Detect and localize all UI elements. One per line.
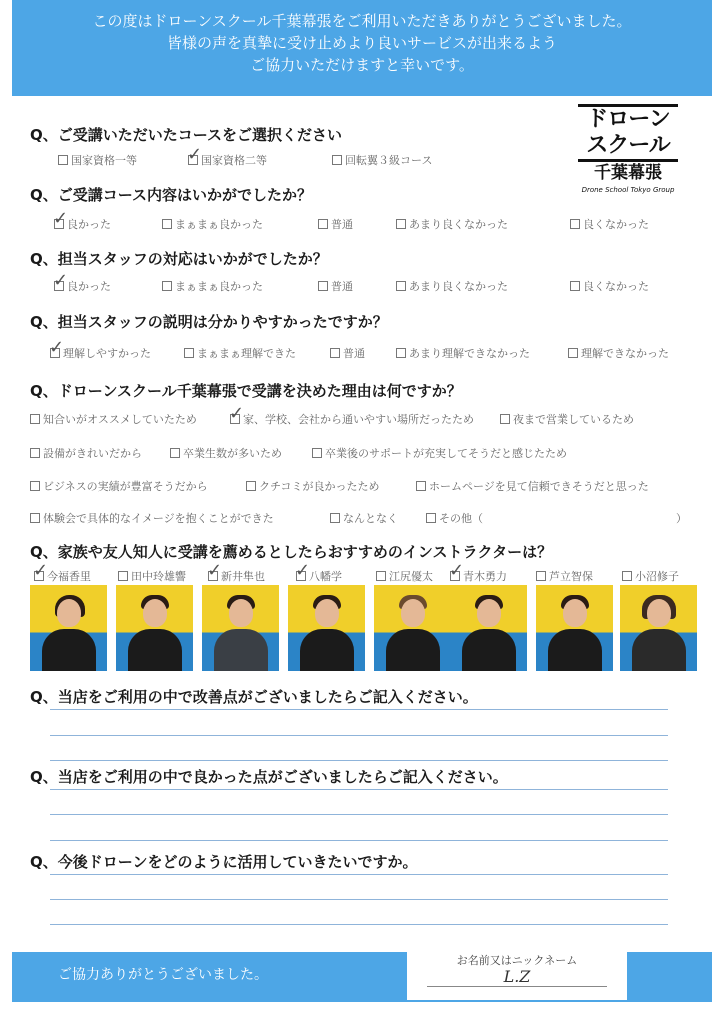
checkbox-icon[interactable] [118, 571, 128, 581]
option-instructor-2[interactable]: 田中玲雄響 [118, 568, 186, 584]
logo-line-3: 千葉幕張 [594, 163, 662, 183]
checkbox-icon[interactable] [246, 481, 256, 491]
option-staff-5[interactable]: 良くなかった [570, 278, 649, 294]
checkbox-icon[interactable] [500, 414, 510, 424]
option-instructor-8[interactable]: 小沼修子 [622, 568, 679, 584]
option-staff-1[interactable]: ✓良かった [54, 278, 111, 294]
option-staff-3[interactable]: 普通 [318, 278, 353, 294]
option-instructor-3[interactable]: ✓ 新井隼也 [208, 568, 265, 584]
instructor-photo [536, 585, 613, 671]
option-instructor-4[interactable]: ✓ 八幡学 [296, 568, 342, 584]
answer-line[interactable] [50, 840, 668, 841]
header-line-3: ご協力いただけますと幸いです。 [250, 56, 474, 74]
option-reason-6[interactable]: 卒業後のサポートが充実してそうだと感じたため [312, 445, 567, 461]
checkbox-checked-icon[interactable] [34, 571, 44, 581]
checkbox-icon[interactable] [58, 155, 68, 165]
checkbox-icon[interactable] [570, 219, 580, 229]
question-instructor: Q、家族や友人知人に受講を薦めるとしたらおすすめのインストラクターは？ [30, 543, 553, 561]
name-label: お名前又はニックネーム [456, 954, 578, 967]
header-line-2: 皆様の声を真摯に受け止めより良いサービスが出来るよう [166, 34, 557, 52]
option-content-4[interactable]: あまり良くなかった [396, 216, 508, 232]
instructor-photo [30, 585, 107, 671]
checkbox-icon[interactable] [416, 481, 426, 491]
option-instructor-5[interactable]: 江尻優太 [376, 568, 433, 584]
checkbox-icon[interactable] [330, 513, 340, 523]
checkbox-icon[interactable] [184, 348, 194, 358]
option-reason-3[interactable]: 夜まで営業しているため [500, 411, 634, 427]
checkbox-checked-icon[interactable] [208, 571, 218, 581]
option-content-3[interactable]: 普通 [318, 216, 353, 232]
answer-line[interactable] [50, 735, 668, 736]
option-reason-12[interactable]: その他（ [426, 510, 483, 526]
checkbox-icon[interactable] [162, 219, 172, 229]
instructor-photo [620, 585, 697, 671]
instructor-photo [374, 585, 451, 671]
question-improvements: Q、当店をご利用の中で改善点がございましたらご記入ください。 [30, 688, 478, 706]
option-reason-1[interactable]: 知合いがオススメしていたため [30, 411, 197, 427]
question-content: Q、ご受講コース内容はいかがでしたか？ [30, 186, 313, 204]
option-course-2[interactable]: ✓ 国家資格二等 [188, 152, 267, 168]
option-staff-2[interactable]: まぁまぁ良かった [162, 278, 263, 294]
checkbox-icon[interactable] [312, 448, 322, 458]
other-close-paren: ） [676, 512, 687, 525]
option-reason-2[interactable]: ✓ 家、学校、会社から通いやすい場所だったため [230, 411, 474, 427]
option-staff-4[interactable]: あまり良くなかった [396, 278, 508, 294]
checkbox-icon[interactable] [30, 414, 40, 424]
instructor-photo [202, 585, 279, 671]
footer-thanks: ご協力ありがとうございました。 [58, 967, 268, 983]
option-reason-4[interactable]: 設備がきれいだから [30, 445, 142, 461]
logo-line-2: スクール [586, 133, 670, 158]
option-reason-7[interactable]: ビジネスの実績が豊富そうだから [30, 478, 208, 494]
option-explain-5[interactable]: 理解できなかった [568, 345, 669, 361]
name-box [407, 950, 627, 1000]
logo-line-1: ドローン [586, 107, 670, 132]
answer-line[interactable] [50, 899, 668, 900]
checkbox-icon[interactable] [332, 155, 342, 165]
checkbox-icon[interactable] [30, 448, 40, 458]
checkbox-icon[interactable] [330, 348, 340, 358]
question-drone-usage: Q、今後ドローンをどのように活用していきたいですか。 [30, 853, 418, 871]
option-reason-10[interactable]: 体験会で具体的なイメージを抱くことができた [30, 510, 274, 526]
header-banner [12, 0, 712, 96]
question-reason: Q、ドローンスクール千葉幕張で受講を決めた理由は何ですか？ [30, 382, 462, 400]
checkbox-checked-icon[interactable] [54, 281, 64, 291]
checkbox-icon[interactable] [622, 571, 632, 581]
option-instructor-7[interactable]: 芦立智保 [536, 568, 593, 584]
instructor-photos [30, 585, 700, 671]
question-staff-response: Q、担当スタッフの対応はいかがでしたか？ [30, 250, 328, 268]
instructor-photo [450, 585, 527, 671]
logo-line-4: Drone School Tokyo Group [581, 186, 675, 194]
option-content-5[interactable]: 良くなかった [570, 216, 649, 232]
option-course-3[interactable]: 回転翼３級コース [332, 152, 432, 168]
checkbox-checked-icon[interactable] [230, 414, 240, 424]
checkbox-icon[interactable] [162, 281, 172, 291]
checkbox-checked-icon[interactable] [54, 219, 64, 229]
checkbox-checked-icon[interactable] [296, 571, 306, 581]
checkbox-icon[interactable] [30, 481, 40, 491]
option-explain-2[interactable]: まぁまぁ理解できた [184, 345, 296, 361]
option-instructor-1[interactable]: ✓今福香里 [34, 568, 91, 584]
checkbox-icon[interactable] [536, 571, 546, 581]
checkbox-icon[interactable] [318, 219, 328, 229]
option-explain-4[interactable]: あまり理解できなかった [396, 345, 530, 361]
option-reason-5[interactable]: 卒業生数が多いため [170, 445, 282, 461]
option-reason-11[interactable]: なんとなく [330, 510, 398, 526]
option-explain-1[interactable]: ✓理解しやすかった [50, 345, 151, 361]
checkbox-icon[interactable] [568, 348, 578, 358]
answer-line[interactable] [50, 760, 668, 761]
option-course-1[interactable]: 国家資格一等 [58, 152, 137, 168]
option-reason-9[interactable]: ホームページを見て信頼できそうだと思った [416, 478, 649, 494]
checkbox-icon[interactable] [318, 281, 328, 291]
checkbox-icon[interactable] [570, 281, 580, 291]
checkbox-checked-icon[interactable] [450, 571, 460, 581]
answer-line[interactable] [50, 874, 668, 875]
option-content-2[interactable]: まぁまぁ良かった [162, 216, 263, 232]
checkbox-icon[interactable] [396, 219, 406, 229]
name-field[interactable]: L.Z [503, 967, 531, 986]
answer-line[interactable] [50, 789, 668, 790]
checkbox-icon[interactable] [426, 513, 436, 523]
checkbox-checked-icon[interactable] [50, 348, 60, 358]
question-course: Q、ご受講いただいたコースをご選択ください [30, 126, 343, 144]
option-instructor-6[interactable]: ✓ 青木勇力 [450, 568, 507, 584]
question-explanation: Q、担当スタッフの説明は分かりやすかったですか？ [30, 313, 388, 331]
answer-line[interactable] [50, 709, 668, 710]
checkbox-checked-icon[interactable] [188, 155, 198, 165]
checkbox-icon[interactable] [396, 281, 406, 291]
answer-line[interactable] [50, 814, 668, 815]
option-explain-3[interactable]: 普通 [330, 345, 365, 361]
footer-banner [12, 952, 712, 1002]
answer-line[interactable] [50, 924, 668, 925]
checkbox-icon[interactable] [396, 348, 406, 358]
header-line-1: この度はドローンスクール千葉幕張をご利用いただきありがとうございました。 [92, 12, 632, 30]
instructor-photo [288, 585, 365, 671]
name-underline [427, 986, 607, 987]
option-content-1[interactable]: ✓良かった [54, 216, 111, 232]
checkbox-icon[interactable] [170, 448, 180, 458]
checkbox-icon[interactable] [30, 513, 40, 523]
question-good-points: Q、当店をご利用の中で良かった点がございましたらご記入ください。 [30, 768, 508, 786]
checkbox-icon[interactable] [376, 571, 386, 581]
option-reason-8[interactable]: クチコミが良かったため [246, 478, 380, 494]
school-logo [576, 104, 680, 214]
instructor-photo [116, 585, 193, 671]
